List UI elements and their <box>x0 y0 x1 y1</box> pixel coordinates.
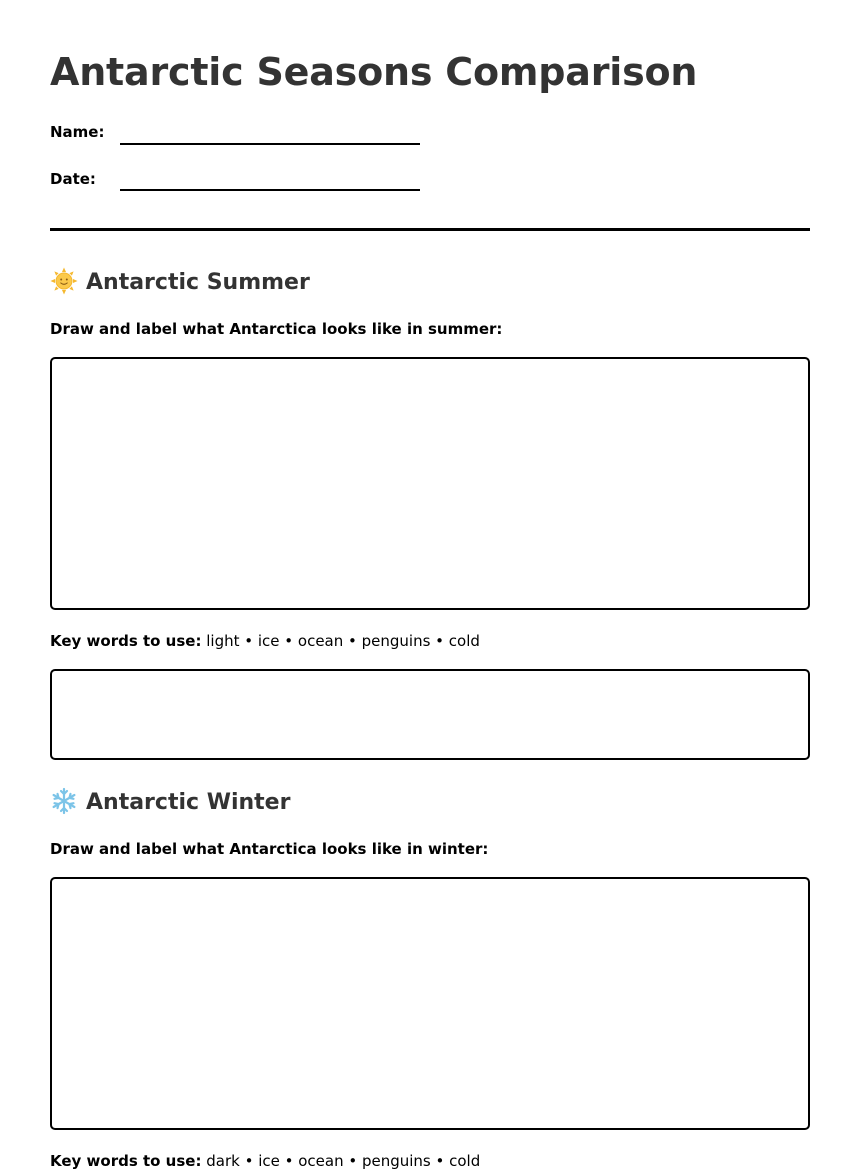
name-field-row <box>50 123 470 149</box>
page-title: Antarctic Seasons Comparison <box>50 50 698 94</box>
winter-heading <box>50 787 290 818</box>
summer-instruction: Draw and label what Antarctica looks like in summer: <box>50 320 503 338</box>
header-divider <box>50 228 810 231</box>
date-label: Date: <box>50 170 96 188</box>
date-input-line[interactable] <box>120 189 420 191</box>
summer-keywords <box>50 632 480 650</box>
winter-keywords-list: dark • ice • ocean • penguins • cold <box>206 1152 481 1170</box>
name-label: Name: <box>50 123 105 141</box>
summer-drawing-box[interactable] <box>50 357 810 610</box>
winter-drawing-box[interactable] <box>50 877 810 1130</box>
snowflake-icon <box>50 787 78 815</box>
summer-keywords-list: light • ice • ocean • penguins • cold <box>206 632 480 650</box>
summer-heading <box>50 267 310 298</box>
name-input-line[interactable] <box>120 143 420 145</box>
winter-heading-text: Antarctic Winter <box>86 790 291 815</box>
summer-keywords-label: Key words to use: <box>50 632 202 650</box>
summer-heading-text: Antarctic Summer <box>86 270 310 295</box>
summer-writing-box[interactable] <box>50 669 810 760</box>
date-field-row <box>50 170 470 196</box>
sun-icon <box>50 267 78 295</box>
winter-keywords-label: Key words to use: <box>50 1152 202 1170</box>
winter-instruction: Draw and label what Antarctica looks like in winter: <box>50 840 489 858</box>
winter-keywords <box>50 1152 480 1170</box>
